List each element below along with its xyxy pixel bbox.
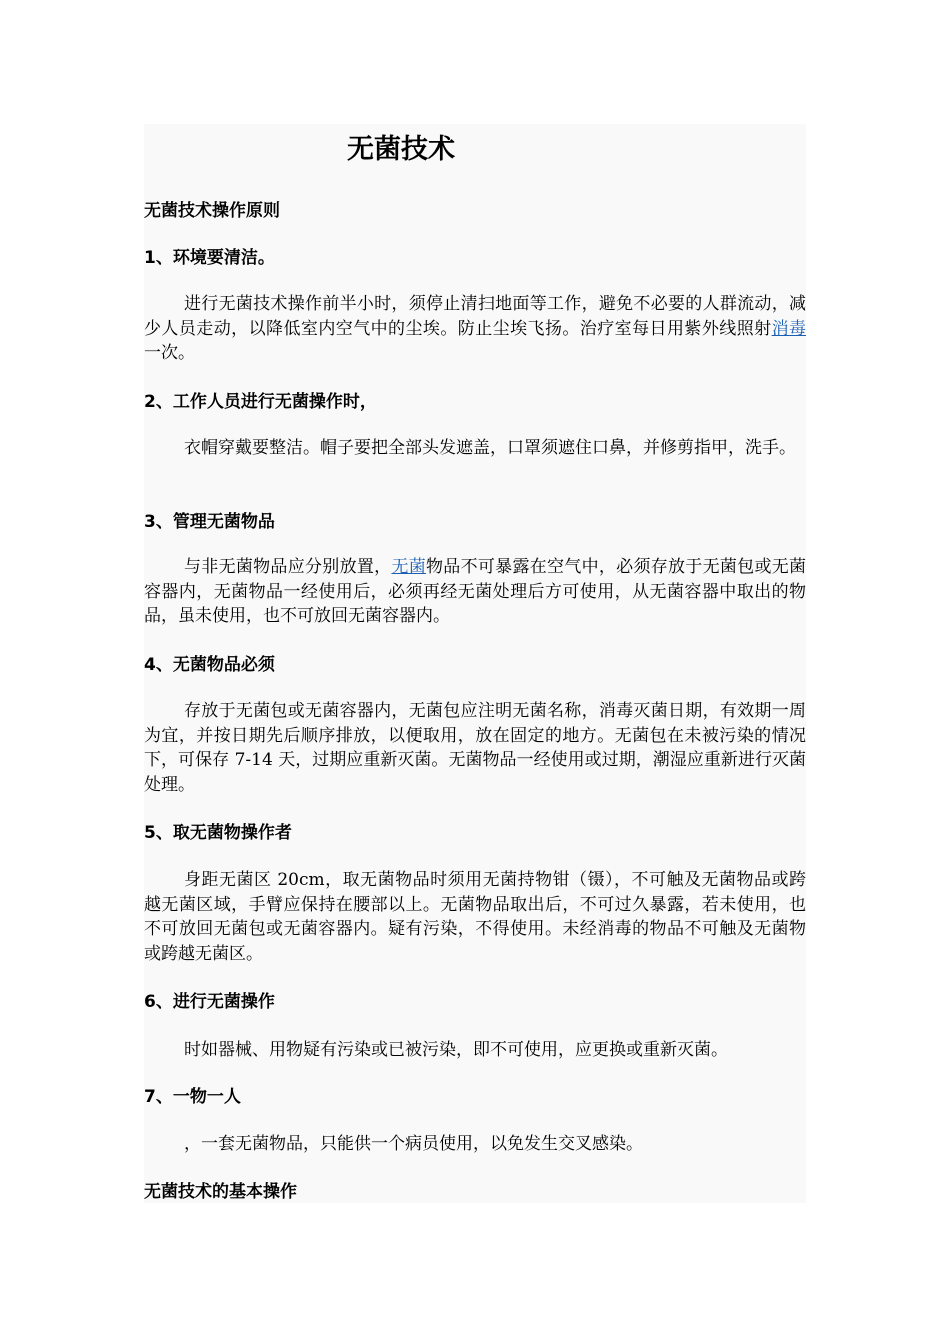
document-title: 无菌技术 <box>347 134 455 165</box>
principle-text-5: 身距无菌区 20cm，取无菌物品时须用无菌持物钳（镊），不可触及无菌物品或跨越无菌区域，手臂应保持在腰部以上。无菌物品取出后，不可过久暴露，若未使用，也不可放回无菌包或无菌容器内。疑有污染，不得使用。未经消毒的物品不可触及无菌物或跨越无菌区。 <box>144 870 806 964</box>
principle-text-1 <box>144 292 806 366</box>
principle-heading-3: 3、管理无菌物品 <box>144 512 275 532</box>
principle-heading-6: 6、进行无菌操作 <box>144 992 275 1012</box>
principle-text-3-after: 物品不可暴露在空气中，必须存放于无菌包或无菌容器内，无菌物品一经使用后，必须再经无菌处理后方可使用，从无菌容器中取出的物品，虽未使用，也不可放回无菌容器内。 <box>144 557 807 626</box>
section-heading: 无菌技术操作原则 <box>144 201 280 221</box>
principle-text-6: 时如器械、用物疑有污染或已被污染，即不可使用，应更换或重新灭菌。 <box>184 1040 728 1060</box>
principle-text-7: ，一套无菌物品，只能供一个病员使用，以免发生交叉感染。 <box>184 1134 643 1154</box>
disinfection-link[interactable]: 消毒 <box>771 318 807 339</box>
principle-heading-1: 1、环境要清洁。 <box>144 248 275 268</box>
principle-text-2: 衣帽穿戴要整洁。帽子要把全部头发遮盖，口罩须遮住口鼻，并修剪指甲，洗手。 <box>184 438 796 458</box>
principle-text-4: 存放于无菌包或无菌容器内，无菌包应注明无菌名称，消毒灭菌日期，有效期一周为宜，并按日期先后顺序排放，以便取用，放在固定的地方。无菌包在未被污染的情况下，可保存 7-14 天，过期应重新灭菌。无菌物品一经使用或过期，潮湿应重新进行灭菌处理。 <box>144 701 806 795</box>
principle-heading-5: 5、取无菌物操作者 <box>144 823 292 843</box>
principle-heading-7: 7、一物一人 <box>144 1087 241 1107</box>
principle-text-1-before: 进行无菌技术操作前半小时，须停止清扫地面等工作，避免不必要的人群流动，减少人员走动，以降低室内空气中的尘埃。防止尘埃飞扬。治疗室每日用紫外线照射 <box>144 294 806 339</box>
next-section-heading: 无菌技术的基本操作 <box>144 1182 297 1202</box>
principle-heading-2: 2、工作人员进行无菌操作时， <box>144 392 377 412</box>
sterile-link[interactable]: 无菌 <box>391 557 427 577</box>
principle-heading-4: 4、无菌物品必须 <box>144 655 275 675</box>
principle-text-3-before: 与非无菌物品应分别放置， <box>184 557 392 577</box>
principle-text-3 <box>144 555 806 629</box>
principle-text-1-after: 一次。 <box>144 343 195 363</box>
